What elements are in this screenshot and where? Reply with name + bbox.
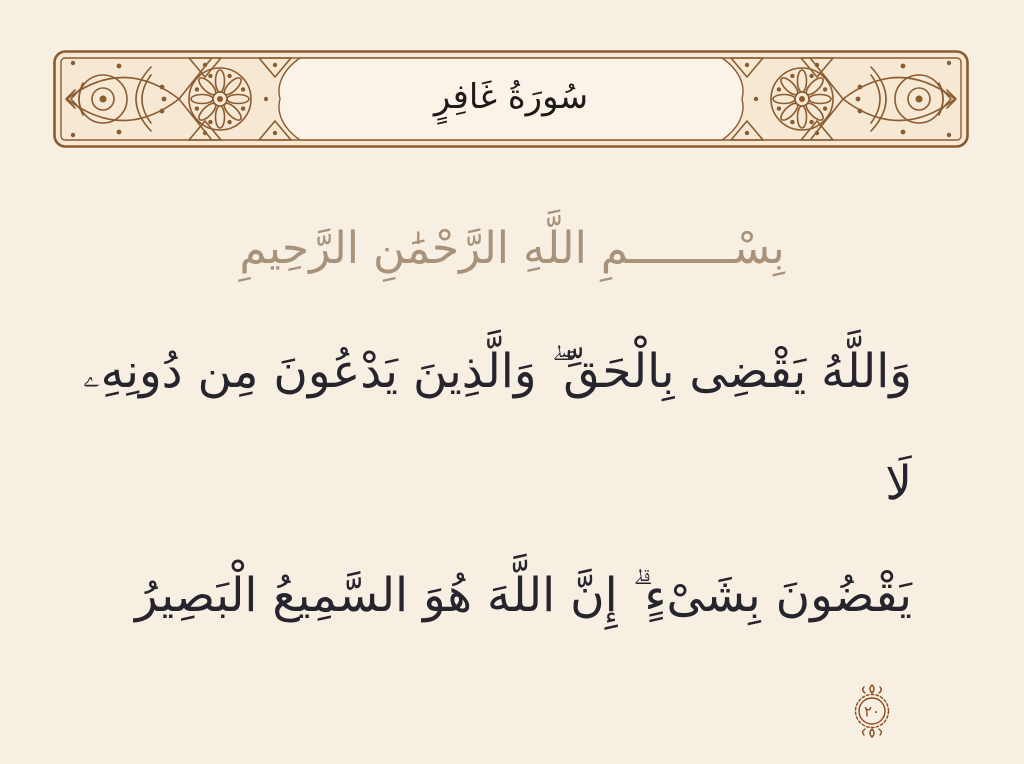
- ayah-number: ٢٠: [863, 702, 881, 720]
- verse-text: [70, 316, 912, 764]
- verse-line-2-text: يَقْضُونَ بِشَىْءٍ ۗ إِنَّ اللَّهَ هُوَ السَّمِيعُ الْبَصِيرُ: [135, 568, 912, 623]
- bismillah-text: بِسْــــــــمِ اللَّهِ الرَّحْمَٰنِ الرَّحِيمِ: [239, 222, 785, 274]
- verse-line-1: وَاللَّهُ يَقْضِى بِالْحَقِّ ۖ وَالَّذِينَ يَدْعُونَ مِن دُونِهِۦ لَا: [82, 344, 912, 511]
- surah-header-banner: [53, 50, 969, 148]
- verse-line-2: [70, 540, 912, 764]
- ayah-number-medallion: [848, 684, 896, 738]
- surah-title: سُورَةُ غَافِرٍ: [433, 77, 589, 117]
